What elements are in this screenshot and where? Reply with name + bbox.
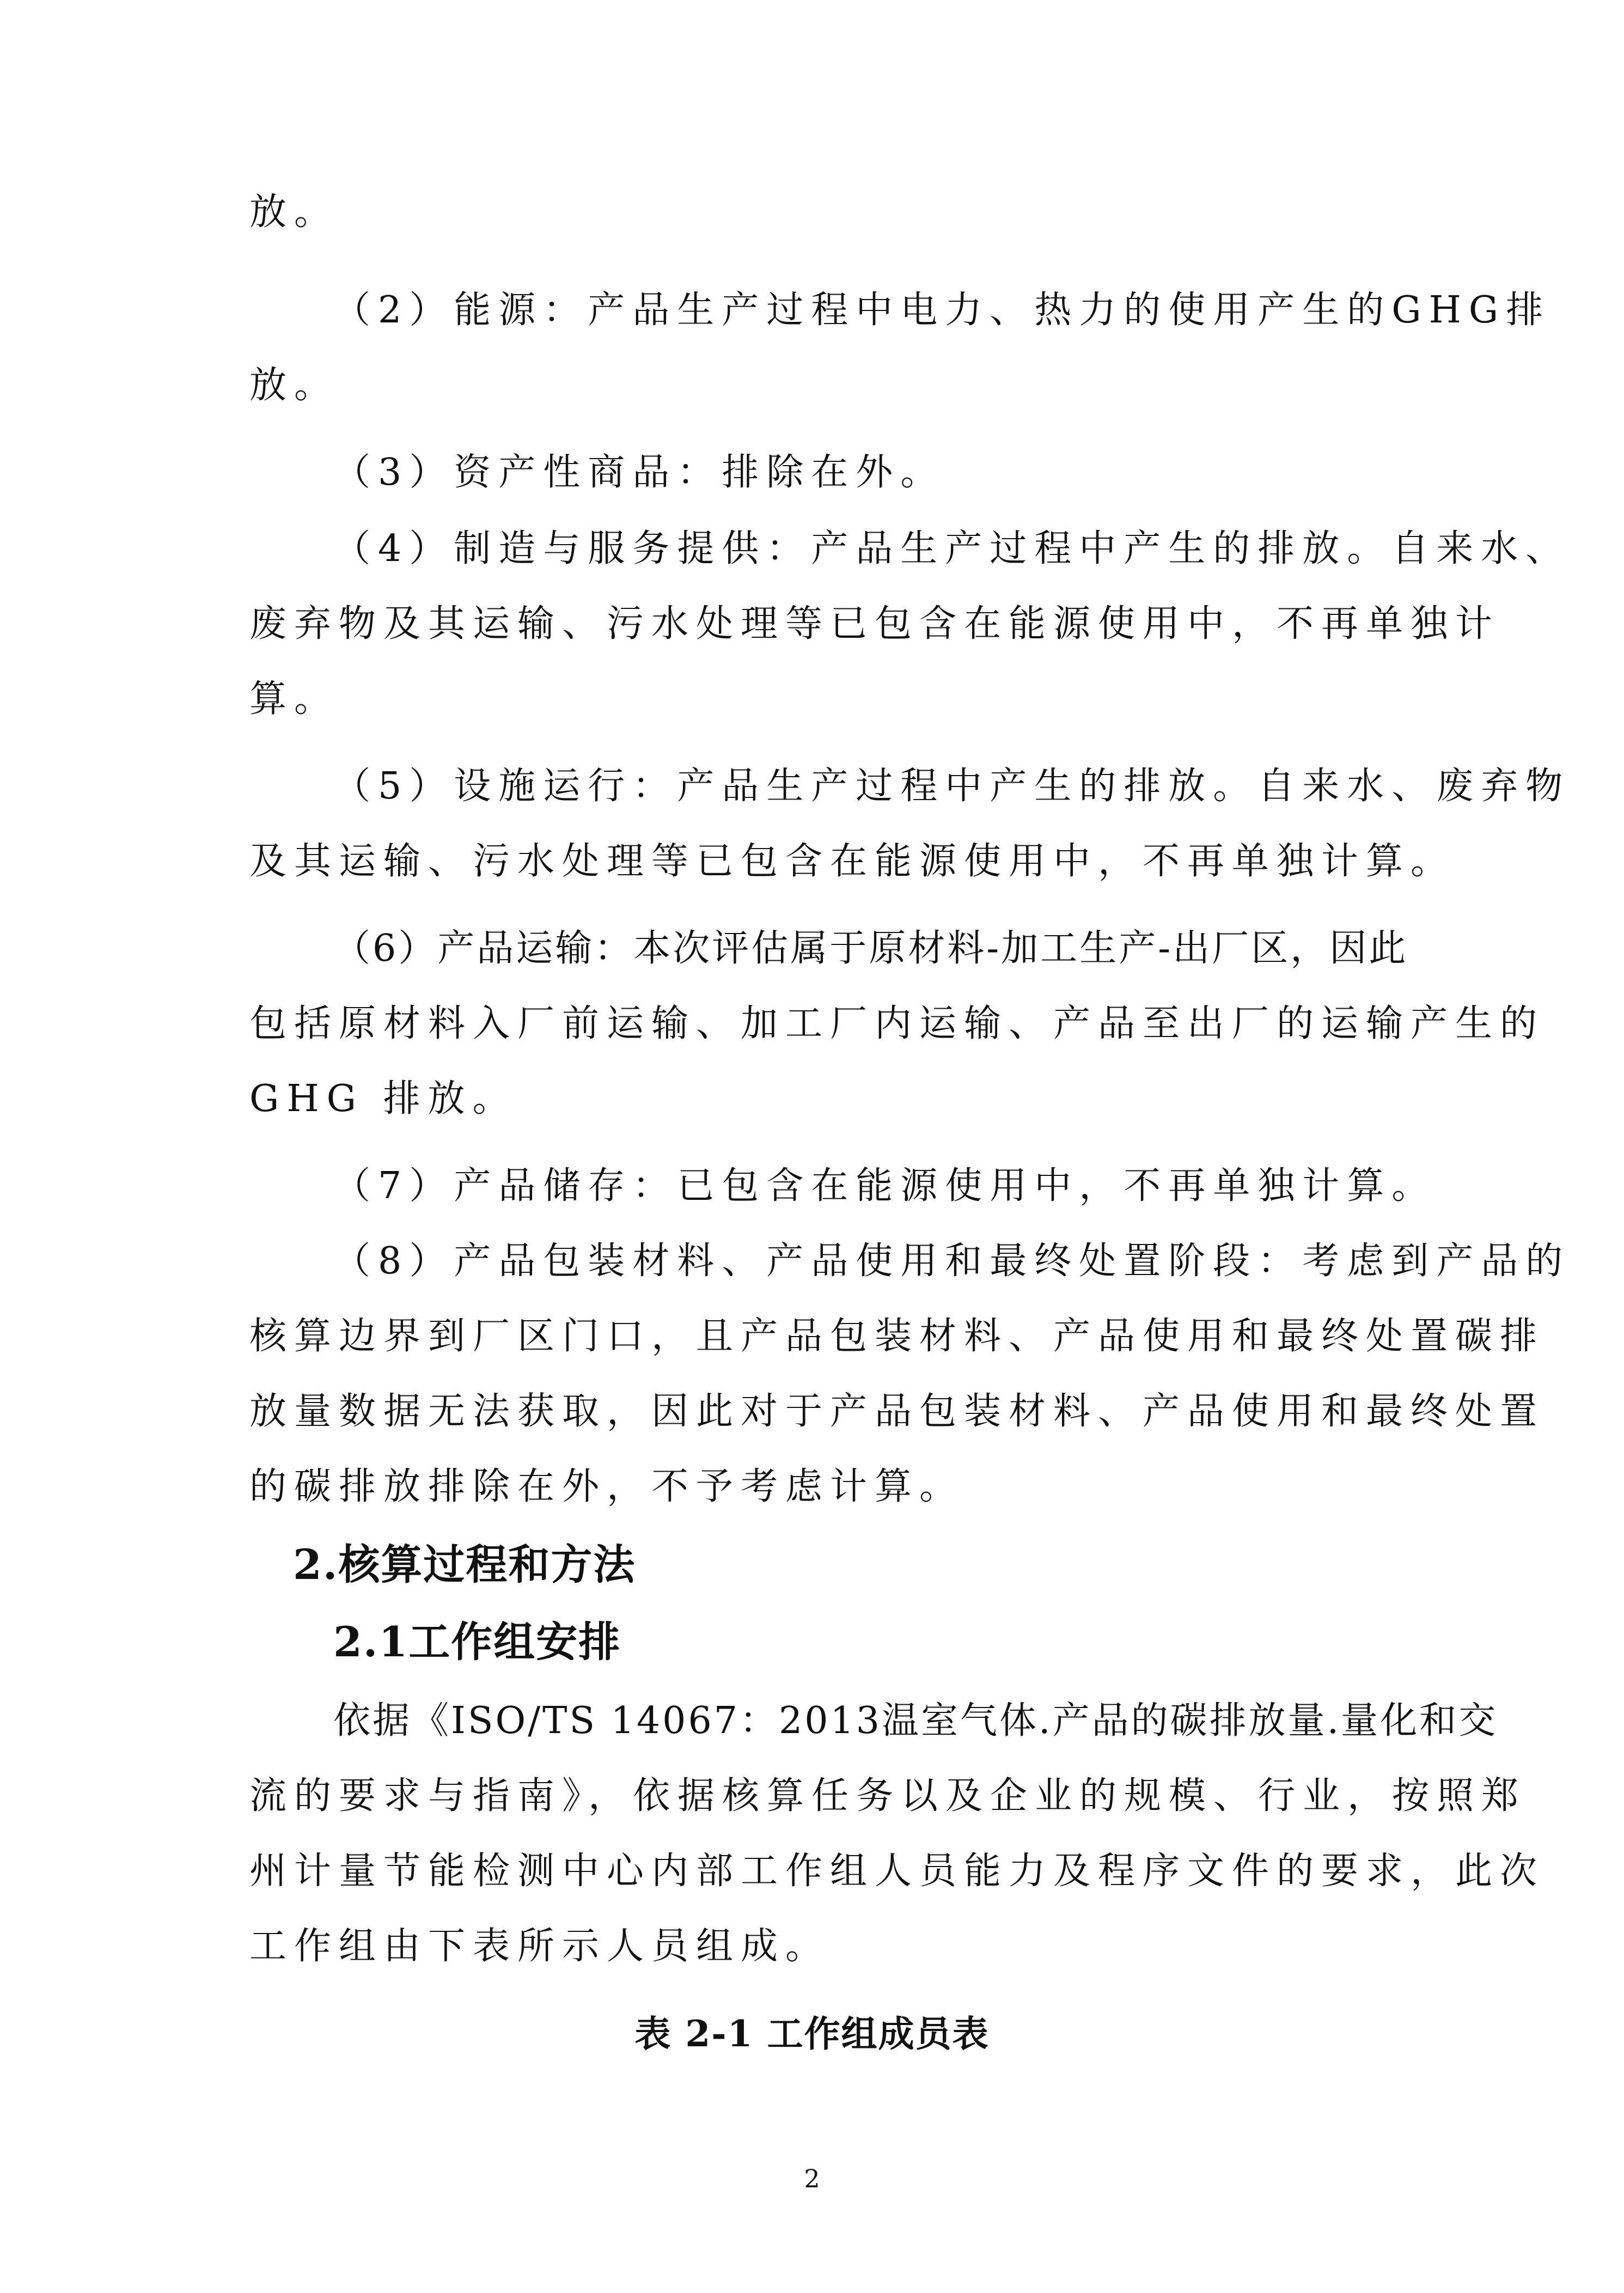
paragraph-line: 包括原材料入厂前运输、加工厂内运输、产品至出厂的运输产生的 <box>249 1002 1545 1045</box>
paragraph-line: 算。 <box>249 678 339 721</box>
paragraph-line: （7）产品储存：已包含在能源使用中，不再单独计算。 <box>333 1164 1437 1208</box>
paragraph-line: 放。 <box>249 191 339 234</box>
paragraph-line: 废弃物及其运输、污水处理等已包含在能源使用中，不再单独计 <box>249 602 1500 645</box>
paragraph-line: 放量数据无法获取，因此对于产品包装材料、产品使用和最终处置 <box>249 1390 1545 1433</box>
paragraph-line: （8）产品包装材料、产品使用和最终处置阶段：考虑到产品的 <box>333 1240 1571 1283</box>
paragraph-line: （2）能源：产品生产过程中电力、热力的使用产生的GHG排 <box>333 289 1551 332</box>
paragraph-line: GHG 排放。 <box>249 1077 517 1120</box>
paragraph-line: 的碳排放排除在外，不予考虑计算。 <box>249 1465 964 1508</box>
subsection-heading: 2.1工作组安排 <box>333 1618 621 1666</box>
paragraph-line: 核算边界到厂区门口，且产品包装材料、产品使用和最终处置碳排 <box>249 1315 1545 1358</box>
paragraph-line: （4）制造与服务提供：产品生产过程中产生的排放。自来水、 <box>333 527 1571 570</box>
page-number: 2 <box>804 2164 820 2193</box>
paragraph-line: 流的要求与指南》，依据核算任务以及企业的规模、行业，按照郑 <box>249 1774 1527 1818</box>
paragraph-line: 放。 <box>249 364 339 407</box>
paragraph-line: 及其运输、污水处理等已包含在能源使用中，不再单独计算。 <box>249 840 1456 883</box>
paragraph-line: 依据《ISO/TS 14067：2013温室气体.产品的碳排放量.量化和交 <box>333 1699 1498 1742</box>
paragraph-line: （6）产品运输：本次评估属于原材料-加工生产-出厂区，因此 <box>333 927 1408 970</box>
table-caption: 表 2-1 工作组成员表 <box>634 2013 990 2055</box>
section-heading: 2.核算过程和方法 <box>293 1540 636 1589</box>
paragraph-line: （5）设施运行：产品生产过程中产生的排放。自来水、废弃物 <box>333 765 1571 808</box>
paragraph-line: 工作组由下表所示人员组成。 <box>249 1925 831 1968</box>
paragraph-line: 州计量节能检测中心内部工作组人员能力及程序文件的要求，此次 <box>249 1850 1545 1893</box>
paragraph-line: （3）资产性商品：排除在外。 <box>333 451 945 494</box>
